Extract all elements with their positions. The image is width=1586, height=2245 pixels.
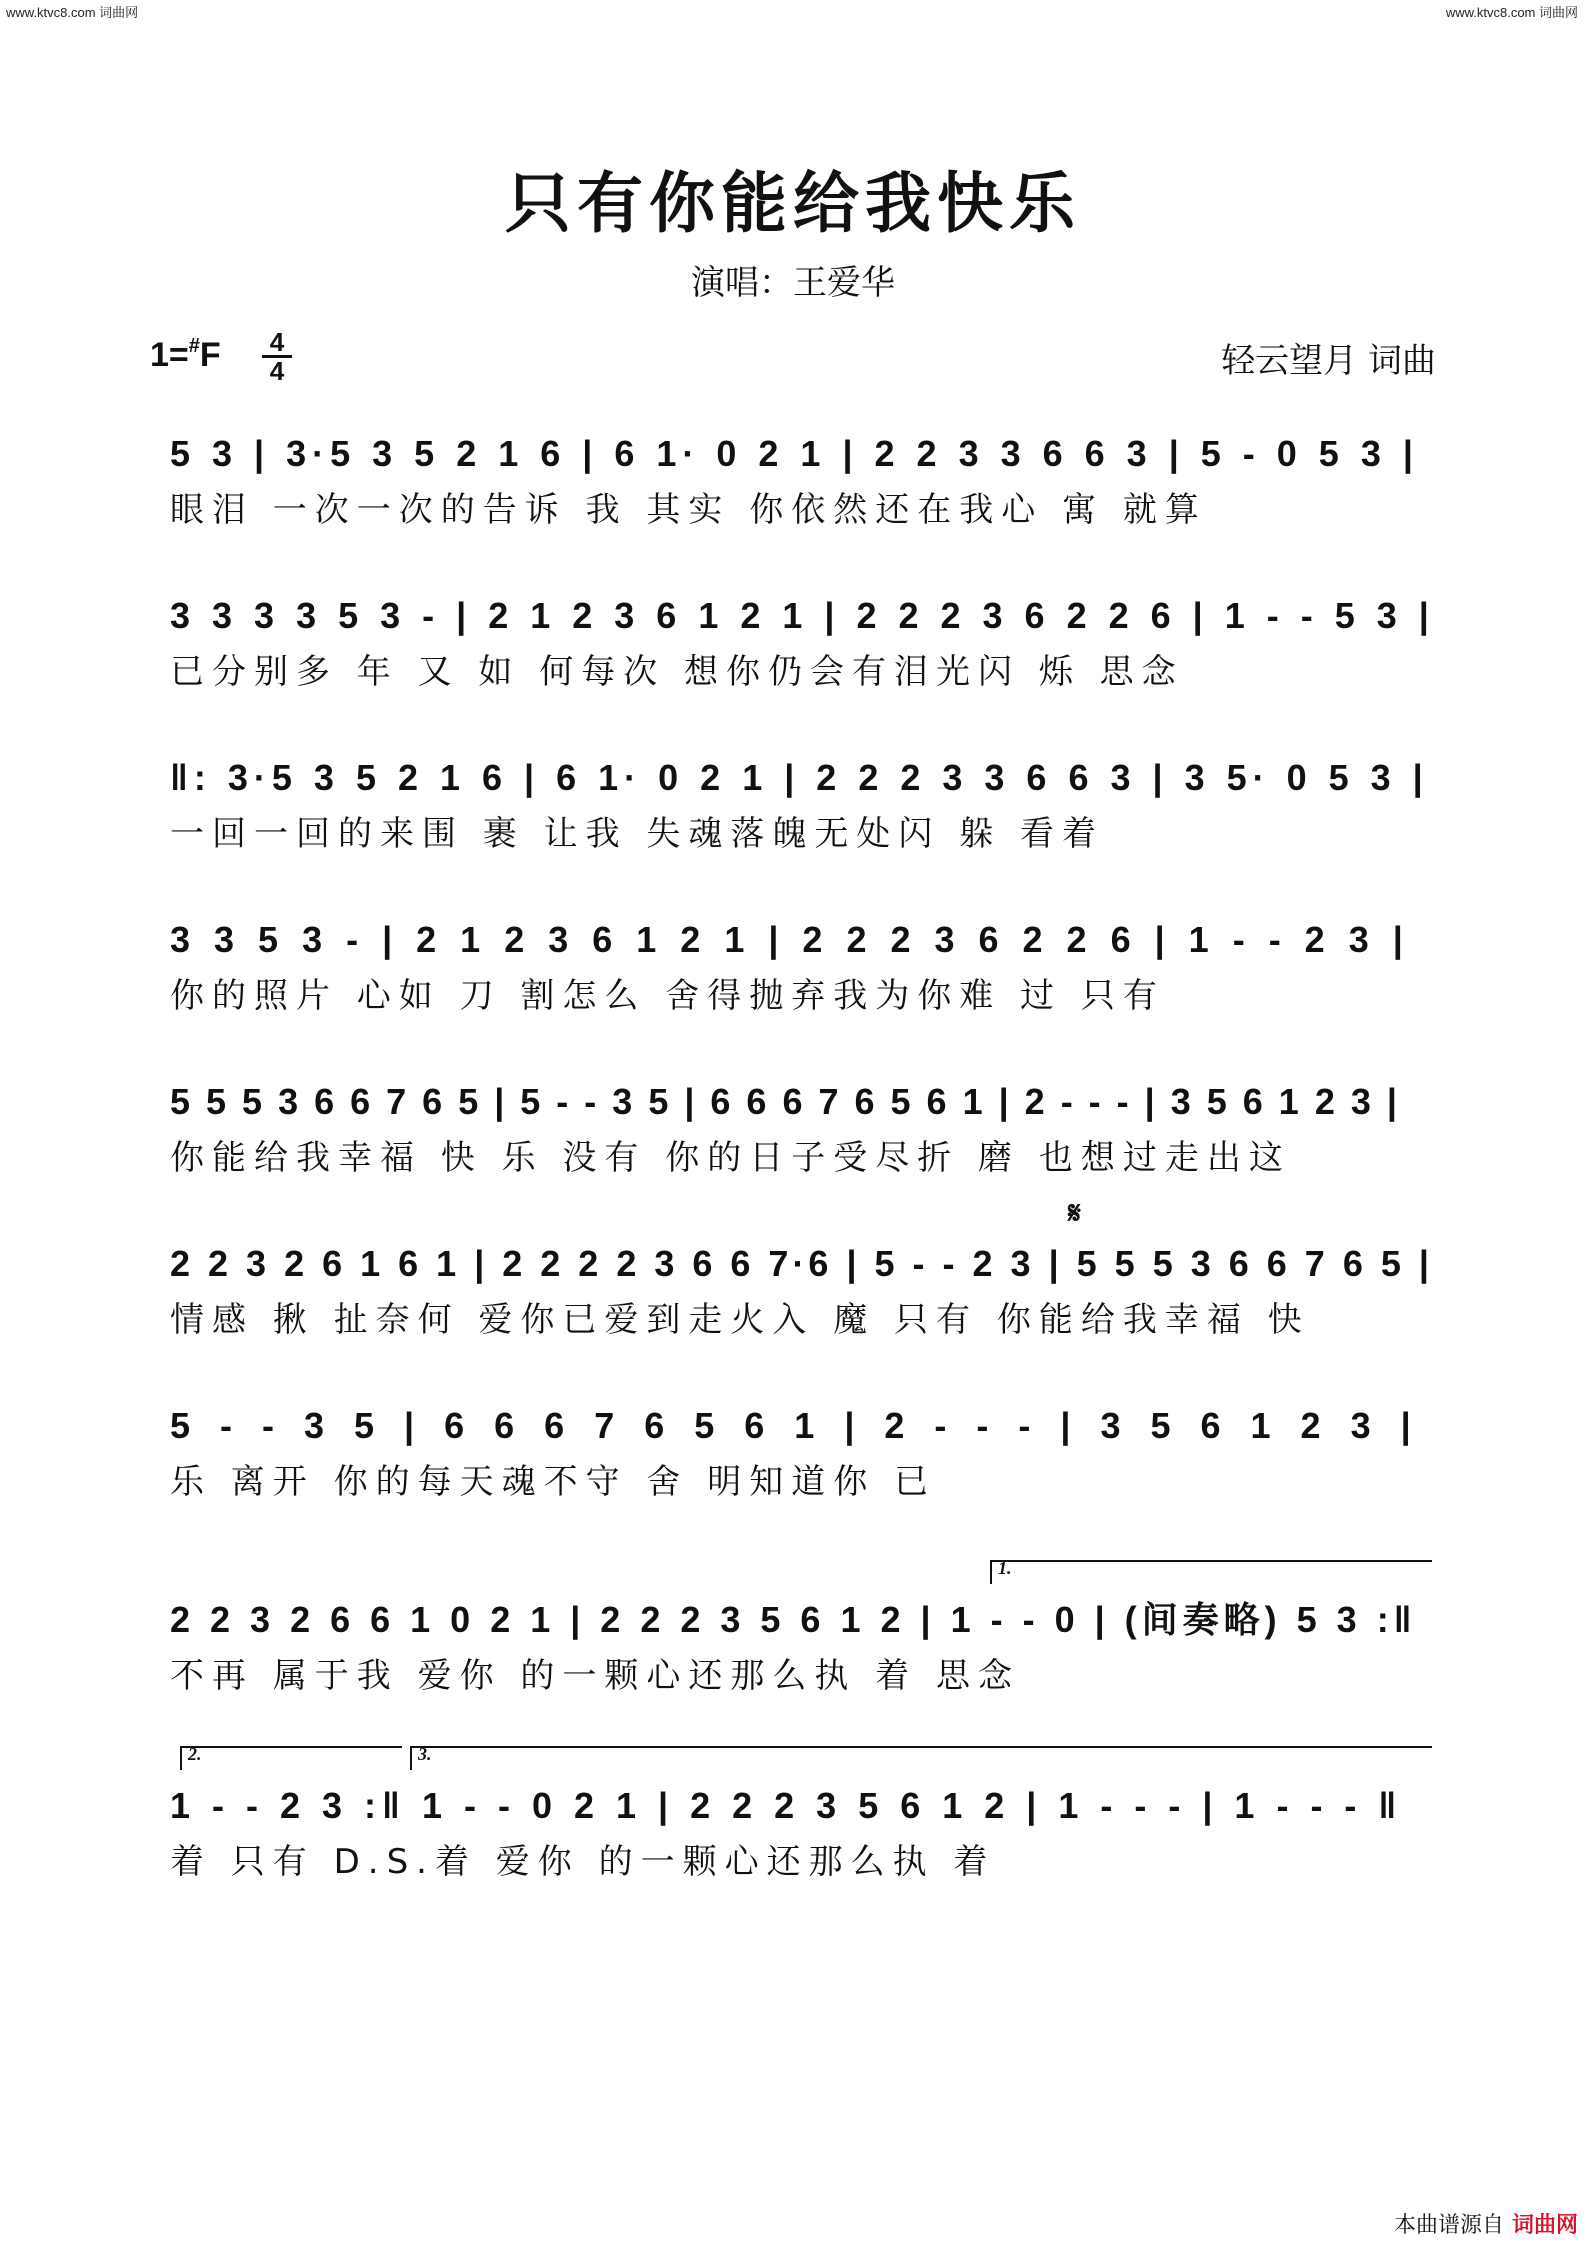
key-accidental: # xyxy=(188,335,200,357)
key-letter: F xyxy=(199,336,221,374)
footer-brand-logo[interactable]: 词曲网 xyxy=(1511,2213,1578,2238)
lyrics: 情感 揪 扯奈何 爱你已爱到走火入 魔 只有 你能给我幸福 快 xyxy=(170,1300,1310,1340)
watermark-left: www.ktvc8.com 词曲网 xyxy=(6,5,139,20)
time-signature-top: 4 xyxy=(269,327,285,357)
footer-source-text: 本曲谱源自 xyxy=(1393,2213,1504,2238)
volta-2-label: 2. xyxy=(188,1744,202,1764)
lyrics: 已分别多 年 又 如 何每次 想你仍会有泪光闪 烁 思念 xyxy=(170,652,1184,692)
notes: 2 2 3 2 6 6 1 0 2 1 | 2 2 2 3 5 6 1 2 | 1 - - 0 | (间奏略) 5 3 :‖ xyxy=(170,1599,1417,1640)
lyrics: 不再 属于我 爱你 的一颗心还那么执 着 思念 xyxy=(170,1656,1021,1696)
key-signature xyxy=(150,335,221,375)
volta-2-bracket xyxy=(180,1746,402,1770)
notes: 5 5 5 3 6 6 7 6 5 | 5 - - 3 5 | 6 6 6 7 6 5 6 1 | 2 - - - | 3 5 6 1 2 3 | xyxy=(170,1081,1400,1122)
notes: 2 2 3 2 6 1 6 1 | 2 2 2 2 3 6 6 7·6 | 5 - - 2 3 | 5 5 5 3 6 6 7 6 5 | xyxy=(170,1243,1433,1284)
volta-3-label: 3. xyxy=(418,1744,432,1764)
volta-1-bracket xyxy=(990,1560,1432,1584)
lyrics: 着 只有 D.S.着 爱你 的一颗心还那么执 着 xyxy=(170,1842,996,1882)
notes: 3 3 3 3 5 3 - | 2 1 2 3 6 1 2 1 | 2 2 2 3 6 2 2 6 | 1 - - 5 3 | xyxy=(170,595,1435,636)
notes: 1 - - 2 3 :‖ 1 - - 0 2 1 | 2 2 2 3 5 6 1 2 | 1 - - - | 1 - - - ‖ xyxy=(170,1785,1403,1826)
lyrics: 一回一回的来围 裹 让我 失魂落魄无处闪 躲 看着 xyxy=(170,814,1105,854)
lyrics: 你的照片 心如 刀 割怎么 舍得抛弃我为你难 过 只有 xyxy=(170,976,1165,1016)
singer-credit: 演唱：王爱华 xyxy=(691,263,895,303)
lyrics: 乐 离开 你的每天魂不守 舍 明知道你 已 xyxy=(170,1462,937,1502)
lyrics: 你能给我幸福 快 乐 没有 你的日子受尽折 磨 也想过走出这 xyxy=(170,1138,1291,1178)
volta-1-label: 1. xyxy=(998,1558,1012,1578)
lyrics: 眼泪 一次一次的告诉 我 其实 你依然还在我心 寓 就算 xyxy=(170,490,1207,530)
notes: ‖: 3·5 3 5 2 1 6 | 6 1· 0 2 1 | 2 2 2 3 3 6 6 3 | 3 5· 0 5 3 | xyxy=(170,757,1429,798)
segno-sign: 𝄋 xyxy=(1068,1196,1081,1231)
time-signature-bottom: 4 xyxy=(269,356,285,386)
notes: 3 3 5 3 - | 2 1 2 3 6 1 2 1 | 2 2 2 3 6 2 2 6 | 1 - - 2 3 | xyxy=(170,919,1410,960)
time-signature xyxy=(262,327,292,386)
notes: 5 3 | 3·5 3 5 2 1 6 | 6 1· 0 2 1 | 2 2 3 3 6 6 3 | 5 - 0 5 3 | xyxy=(170,433,1419,474)
song-title: 只有你能给我快乐 xyxy=(505,165,1081,242)
source-footer xyxy=(1394,2208,1578,2239)
notes: 5 - - 3 5 | 6 6 6 7 6 5 6 1 | 2 - - - | 3 5 6 1 2 3 | xyxy=(170,1405,1421,1446)
volta-3-bracket xyxy=(410,1746,1432,1770)
key-prefix: 1= xyxy=(150,336,189,374)
watermark-right: www.ktvc8.com 词曲网 xyxy=(1445,5,1578,20)
composer-credit: 轻云望月 词曲 xyxy=(1221,341,1436,381)
